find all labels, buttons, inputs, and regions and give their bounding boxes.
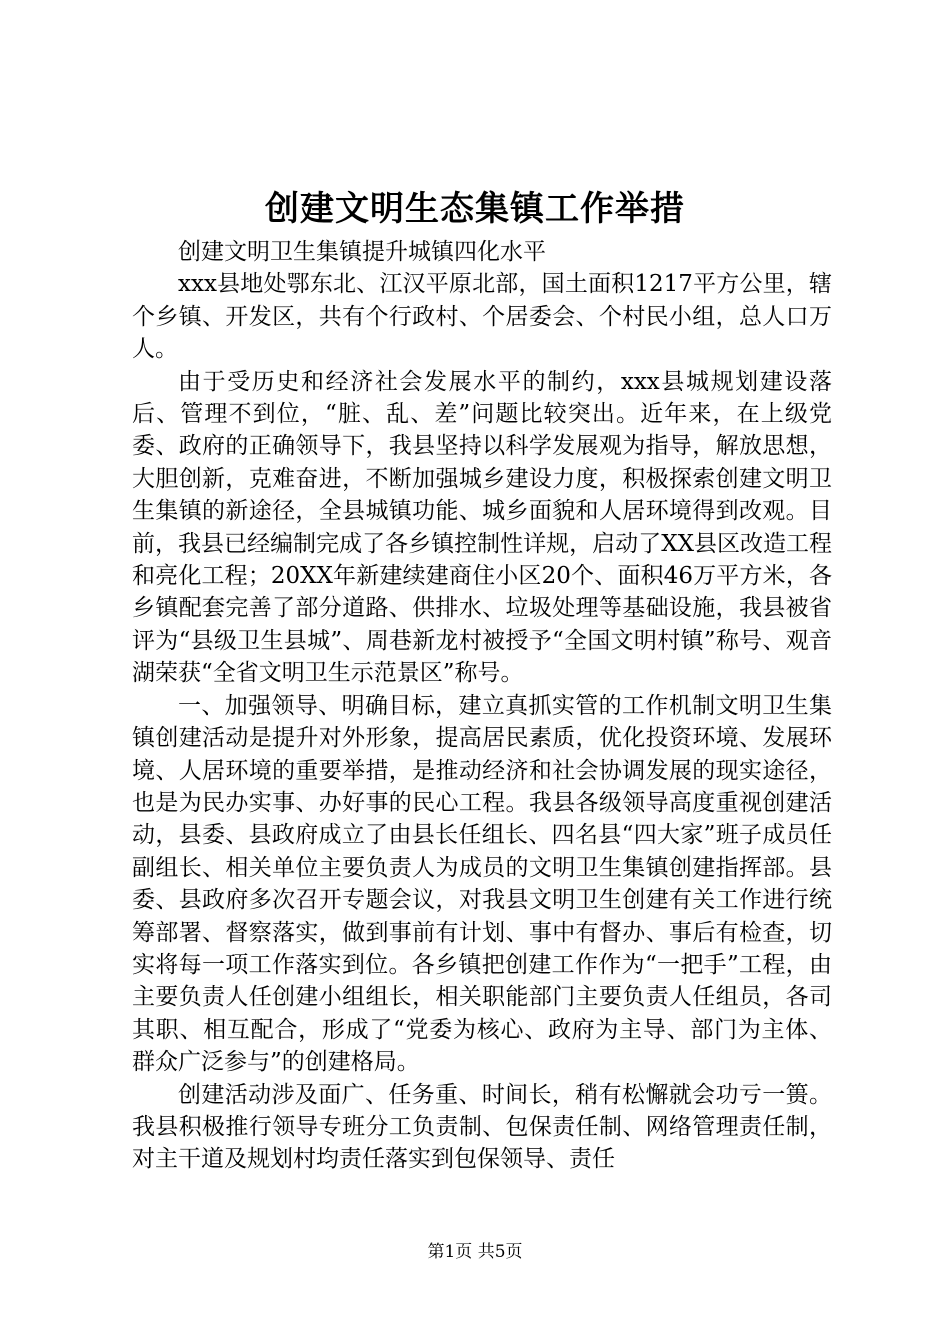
document-title: 创建文明生态集镇工作举措: [265, 189, 685, 229]
page-footer: 第1页 共5页: [427, 1242, 523, 1262]
paragraph-leadership: 一、加强领导、明确目标，建立真抓实管的工作机制文明卫生集镇创建活动是提升对外形象，提高居民素质，优化投资环境、发展环境、人居环境的重要举措，是推动经济和社会协调发展的现实途径，也是为民办实事、办好事的民心工程。我县各级领导高度重视创建活动，县委、县政府成立了由县长任组长、四名县“四大家”班子成员任副组长、相关单位主要负责人为成员的文明卫生集镇创建指挥部。县委、县政府多次召开专题会议，对我县文明卫生创建有关工作进行统筹部署、督察落实，做到事前有计划、事中有督办、事后有检查，切实将每一项工作落实到位。各乡镇把创建工作作为“一把手”工程，由主要负责人任创建小组组长，相关职能部门主要负责人任组员，各司其职、相互配合，形成了“党委为核心、政府为主导、部门为主体、群众广泛参与”的创建格局。: [132, 692, 832, 1076]
document-body: [132, 236, 832, 1176]
paragraph-background: 由于受历史和经济社会发展水平的制约，xxx县城规划建设落后、管理不到位，“脏、乱、差”问题比较突出。近年来，在上级党委、政府的正确领导下，我县坚持以科学发展观为指导，解放思想，大胆创新，克难奋进，不断加强城乡建设力度，积极探索创建文明卫生集镇的新途径，全县城镇功能、城乡面貌和人居环境得到改观。目前，我县已经编制完成了各乡镇控制性详规，启动了XX县区改造工程和亮化工程；20XX年新建续建商住小区20个、面积46万平方米，各乡镇配套完善了部分道路、供排水、垃圾处理等基础设施，我县被省评为“县级卫生县城”、周巷新龙村被授予“全国文明村镇”称号、观音湖荣获“全省文明卫生示范景区”称号。: [132, 368, 832, 687]
paragraph-subtitle: 创建文明卫生集镇提升城镇四化水平: [178, 239, 546, 265]
paragraph-responsibility: 创建活动涉及面广、任务重、时间长，稍有松懈就会功亏一篑。我县积极推行领导专班分工负责制、包保责任制、网络管理责任制，对主干道及规划村均责任落实到包保领导、责任: [132, 1081, 832, 1173]
paragraph-overview: xxx县地处鄂东北、江汉平原北部，国土面积1217平方公里，辖个乡镇、开发区，共有个行政村、个居委会、个村民小组，总人口万人。: [132, 271, 832, 363]
